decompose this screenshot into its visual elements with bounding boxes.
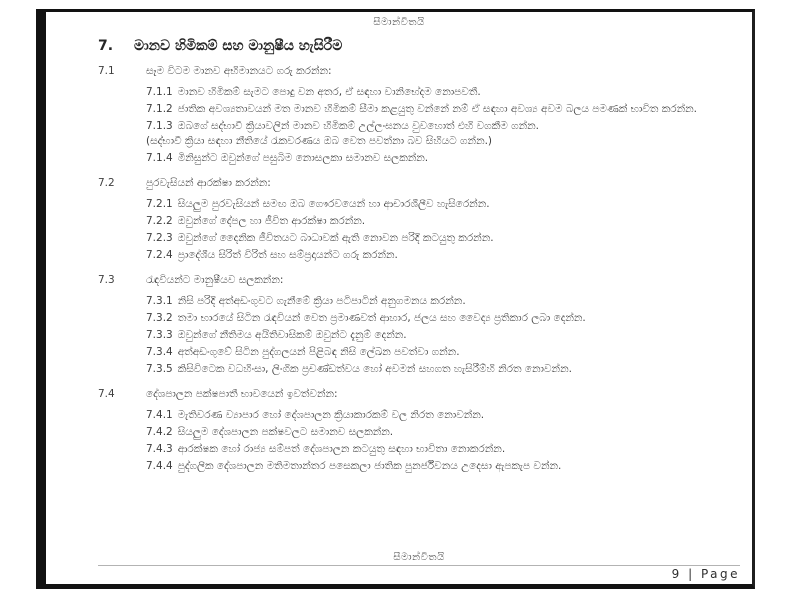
doc-item: [146, 328, 740, 343]
subsection: [98, 176, 740, 263]
item-text: මැතිවරණ ව්‍යාපාර හෝ දේශපාලන ක්‍රියාකාරකම් වල නිරත නොවන්න.: [177, 409, 485, 421]
subsection-items: [146, 294, 740, 377]
item-number: 7.2.3: [146, 232, 173, 244]
item-number: 7.1.1: [146, 86, 173, 98]
subsection-heading: රැඳවියන්ට මානුෂීයව සලකන්න:: [146, 274, 284, 286]
doc-item: [146, 425, 740, 440]
footer-classification: සීමාන්විතයි: [393, 552, 445, 563]
section-number: 7.: [98, 38, 114, 54]
doc-item: [146, 214, 740, 229]
item-number: 7.4.3: [146, 443, 173, 455]
section-title: මානව හිමිකම් සහ මානුෂීය හැසිරීම: [134, 38, 343, 54]
item-text: ඔවුන්ගේ දෛනික ජීවිතයට බාධාවක් ඇති නොවන පරිදි කටයුතු කරන්න.: [177, 232, 494, 244]
item-text: මානව හිමිකම් සැමට පොදු වන අතර, ඒ සඳහා වානිභේදම නොපවතී.: [177, 86, 481, 98]
doc-item: [146, 408, 740, 423]
subsection-items: [146, 197, 740, 263]
item-number: 7.2.2: [146, 215, 173, 227]
subsection-heading-row: [98, 176, 740, 191]
doc-item: [146, 459, 740, 474]
item-note: (සද්භාවී ක්‍රියා සඳහා නීතියේ රැකවරණය ඔබ වෙත පවත්නා බව සිහියට ගන්න.): [146, 135, 493, 147]
doc-item: [146, 362, 740, 377]
subsection-number: 7.4: [98, 388, 115, 400]
subsection-number: 7.1: [98, 65, 115, 77]
doc-item: [146, 311, 740, 326]
doc-item: [146, 294, 740, 309]
document-body: [46, 28, 752, 474]
item-number: 7.1.4: [146, 152, 173, 164]
item-text: පුද්ගලික දේශපාලන මතිමතාන්තර පසෙකලා ජාතික පුනර්ජීවනය උදෙසා ඇපකැප වන්න.: [177, 460, 562, 472]
item-number: 7.3.1: [146, 295, 173, 307]
doc-item: [146, 197, 740, 212]
subsection-number: 7.2: [98, 177, 115, 189]
subsection-heading: දේශපාලන පක්ෂපාතී භාවයෙන් ඉවත්වන්න:: [146, 388, 338, 400]
item-text: සියලුම පුරවැසියන් සමඟ ඔබ ගෞරවයෙන් හා ආචාරශීලීව හැසිරෙන්න.: [177, 198, 490, 210]
item-text: ඔවුන්ගේ නීතිමය අයිතිවාසිකම් ඔවුන්ට දැනුම් දෙන්න.: [177, 329, 407, 341]
item-text: ජාතික අවශ්‍යතාවයන් මත මානව හිමිකම් සීමා කළයුතු වන්නේ නම් ඒ සඳහා අවශ්‍ය අවම බලය පමණක් භාවිත කරන්න.: [177, 103, 697, 115]
subsection-heading-row: [98, 64, 740, 79]
doc-item: [146, 345, 740, 360]
classification-header: සීමාන්විතයි: [373, 17, 425, 28]
doc-item: [146, 151, 740, 166]
item-text: නිසි පරිදි අත්අඩංගුවට ගැනීමේ ක්‍රියා පටිපාටින් අනුගමනය කරන්න.: [177, 295, 466, 307]
doc-item: [146, 119, 740, 149]
item-text: ප්‍රාදේශීය සිරිත් විරිත් සහ සම්ප්‍රදායන්ට ගරු කරන්න.: [177, 249, 398, 261]
item-text: ඔබගේ සද්භාවී ක්‍රියාවලින් මානව හිමිකම් උල්ලංඝනය වුවහොත් එහි වගකීම ගන්න.: [177, 120, 539, 132]
subsection-heading-row: [98, 273, 740, 288]
doc-item: [146, 248, 740, 263]
item-text: කිසිවිටෙක වධහිංසා, ලිංගික ප්‍රචණ්ඩත්වය හෝ අවමන් සහගත හැසිරීම්හි නිරත නොවන්න.: [177, 363, 572, 375]
page-frame: [36, 9, 755, 589]
subsection-heading: පුරවැසියන් ආරක්ෂා කරන්න:: [146, 177, 271, 189]
item-text: මිනිසුන්ට ඔවුන්ගේ පසුබිම නොසලකා සමානව සලකන්න.: [177, 152, 429, 164]
item-number: 7.4.1: [146, 409, 173, 421]
item-number: 7.4.2: [146, 426, 173, 438]
subsection-items: [146, 408, 740, 474]
item-number: 7.3.5: [146, 363, 173, 375]
subsection: [98, 64, 740, 166]
item-number: 7.3.4: [146, 346, 173, 358]
page-footer: [98, 552, 740, 581]
item-text: තමා භාරයේ සිටින රැඳවියන් වෙත ප්‍රමාණවත් ආහාර, ජලය සහ වෛද්‍ය ප්‍රතිකාර ලබා දෙන්න.: [177, 312, 586, 324]
item-number: 7.1.2: [146, 103, 173, 115]
subsection: [98, 387, 740, 474]
item-number: 7.3.3: [146, 329, 173, 341]
item-number: 7.1.3: [146, 120, 173, 132]
item-text: ආරක්ෂක හෝ රාජ්‍ය සම්පත් දේශපාලන කටයුතු සඳහා භාවිතා නොකරන්න.: [177, 443, 506, 455]
item-number: 7.2.1: [146, 198, 173, 210]
doc-item: [146, 102, 740, 117]
doc-item: [146, 85, 740, 100]
subsection: [98, 273, 740, 377]
item-text: සියලුම දේශපාලන පක්ෂවලට සමානව සලකන්න.: [177, 426, 394, 438]
page-number: 9 | Page: [671, 567, 740, 581]
item-number: 7.4.4: [146, 460, 173, 472]
item-number: 7.3.2: [146, 312, 173, 324]
subsection-heading: සෑම විටම මානව අභිමානයට ගරු කරන්න:: [146, 65, 332, 77]
subsection-number: 7.3: [98, 274, 115, 286]
item-text: ඔවුන්ගේ දේපල හා ජීවිත ආරක්ෂා කරන්න.: [177, 215, 366, 227]
section-title-row: [98, 39, 740, 54]
subsection-items: [146, 85, 740, 166]
subsection-heading-row: [98, 387, 740, 402]
doc-item: [146, 231, 740, 246]
doc-item: [146, 442, 740, 457]
item-number: 7.2.4: [146, 249, 173, 261]
item-text: අත්අඩංගුවේ සිටින පුද්ගලයන් පිළිබඳ නිසි ලේඛන පවත්වා ගන්න.: [177, 346, 460, 358]
